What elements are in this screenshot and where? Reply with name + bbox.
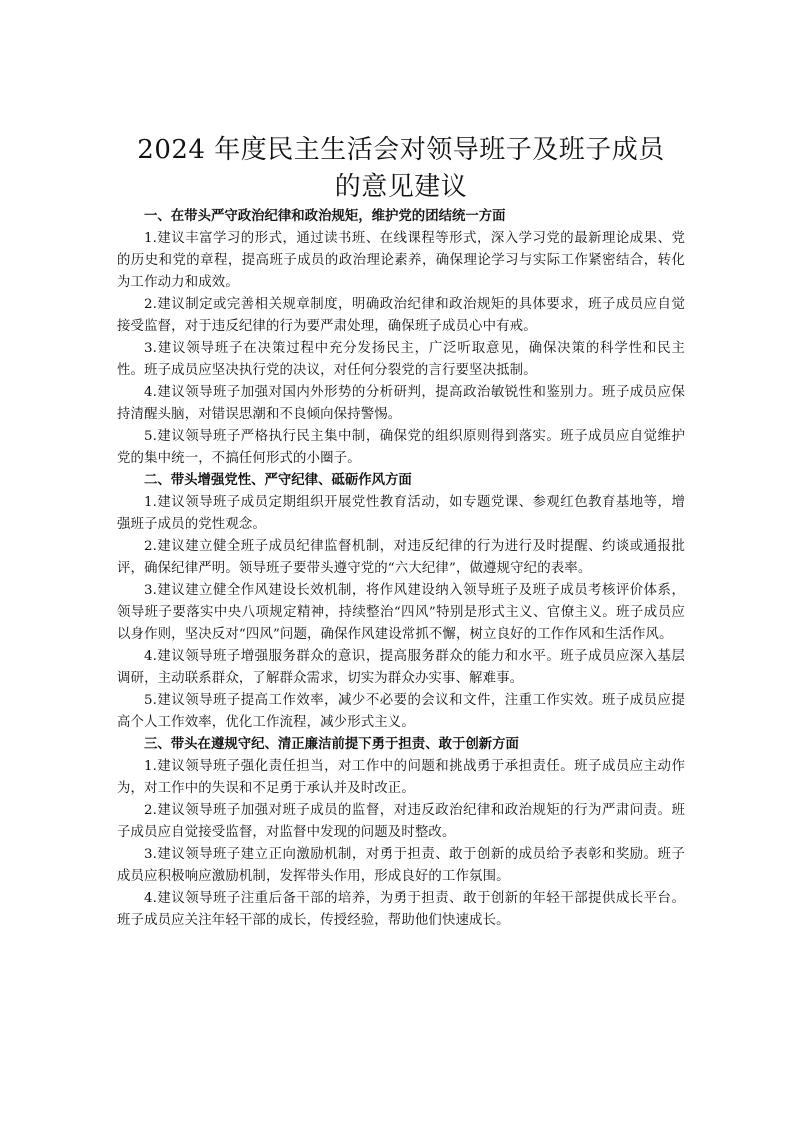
document-page: [117, 132, 685, 932]
title-line-1: 2024 年度民主生活会对领导班子及班子成员: [137, 135, 665, 165]
paragraph: 1.建议领导班子强化责任担当，对工作中的问题和挑战勇于承担责任。班子成员应主动作为，对工作中的失误和不足勇于承认并及时改正。: [117, 759, 685, 796]
paragraph: 1.建议丰富学习的形式，通过读书班、在线课程等形式，深入学习党的最新理论成果、党的历史和党的章程，提高班子成员的政治理论素养，确保理论学习与实际工作紧密结合，转化为工作动力和成效。: [117, 231, 685, 290]
paragraph: 3.建议建立健全作风建设长效机制，将作风建设纳入领导班子及班子成员考核评价体系，领导班子要落实中央八项规定精神，持续整治“四风”特别是形式主义、官僚主义。班子成员应以身作则，坚决反对“四风”问题，确保作风建设常抓不懈，树立良好的工作作风和生活作风。: [117, 583, 685, 642]
paragraph: 3.建议领导班子建立正向激励机制，对勇于担责、敢于创新的成员给予表彰和奖励。班子成员应积极响应激励机制，发挥带头作用，形成良好的工作氛围。: [117, 847, 685, 884]
section-heading: 三、带头在遵规守纪、清正廉洁前提下勇于担责、敢于创新方面: [144, 737, 519, 752]
section-2: [117, 470, 685, 734]
paragraph: 5.建议领导班子提高工作效率，减少不必要的会议和文件，注重工作实效。班子成员应提高个人工作效率，优化工作流程，减少形式主义。: [117, 693, 685, 730]
section-heading: 二、带头增强党性、严守纪律、砥砺作风方面: [144, 473, 412, 488]
paragraph: 2.建议制定或完善相关规章制度，明确政治纪律和政治规矩的具体要求，班子成员应自觉接受监督，对于违反纪律的行为要严肃处理，确保班子成员心中有戒。: [117, 297, 685, 334]
paragraph: 3.建议领导班子在决策过程中充分发扬民主，广泛听取意见，确保决策的科学性和民主性。班子成员应坚决执行党的决议，对任何分裂党的言行要坚决抵制。: [117, 341, 685, 378]
section-3: [117, 734, 685, 932]
document-title: [117, 132, 685, 206]
title-line-2: 的意见建议: [334, 172, 468, 202]
paragraph: 4.建议领导班子注重后备干部的培养，为勇于担责、敢于创新的年轻干部提供成长平台。班子成员应关注年轻干部的成长，传授经验，帮助他们快速成长。: [117, 891, 685, 928]
section-heading: 一、在带头严守政治纪律和政治规矩，维护党的团结统一方面: [144, 209, 506, 224]
section-1: [117, 206, 685, 470]
paragraph: 4.建议领导班子增强服务群众的意识，提高服务群众的能力和水平。班子成员应深入基层调研，主动联系群众，了解群众需求，切实为群众办实事、解难事。: [117, 649, 685, 686]
paragraph: 2.建议领导班子加强对班子成员的监督，对违反政治纪律和政治规矩的行为严肃问责。班子成员应自觉接受监督，对监督中发现的问题及时整改。: [117, 803, 685, 840]
paragraph: 4.建议领导班子加强对国内外形势的分析研判，提高政治敏锐性和鉴别力。班子成员应保持清醒头脑，对错误思潮和不良倾向保持警惕。: [117, 385, 685, 422]
paragraph: 2.建议建立健全班子成员纪律监督机制，对违反纪律的行为进行及时提醒、约谈或通报批评，确保纪律严明。领导班子要带头遵守党的“六大纪律”，做遵规守纪的表率。: [117, 539, 685, 576]
paragraph: 5.建议领导班子严格执行民主集中制，确保党的组织原则得到落实。班子成员应自觉维护党的集中统一，不搞任何形式的小圈子。: [117, 429, 685, 466]
paragraph: 1.建议领导班子成员定期组织开展党性教育活动，如专题党课、参观红色教育基地等，增强班子成员的党性观念。: [117, 495, 685, 532]
